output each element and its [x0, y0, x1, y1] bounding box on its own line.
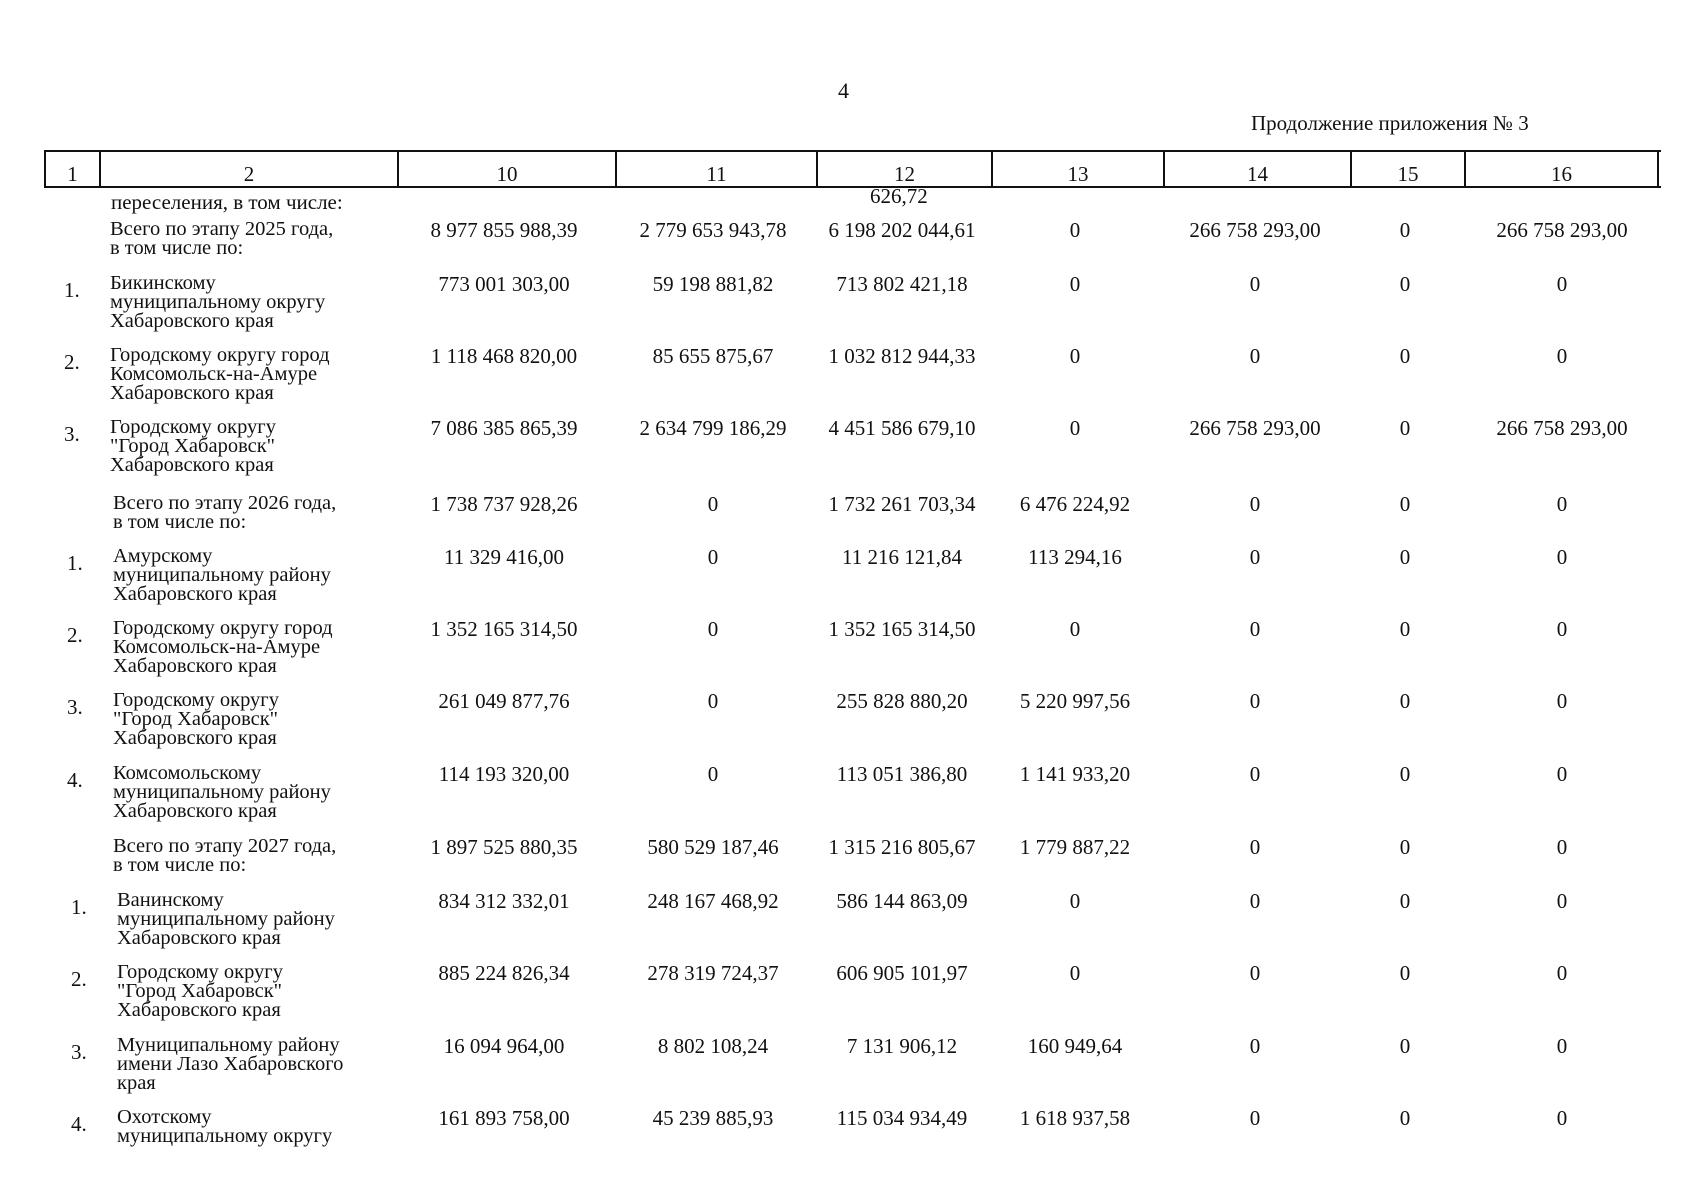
header-col-15: 15: [1352, 152, 1466, 186]
cell-col-11: 248 167 468,92: [647, 889, 779, 913]
cell-col-14: 0: [1249, 689, 1261, 713]
cell-col-15: 0: [1399, 416, 1411, 440]
table-header: [44, 150, 1661, 188]
cell-col-13: 160 949,64: [1027, 1034, 1123, 1058]
cell-col-12: 586 144 863,09: [836, 889, 968, 913]
cell-col-11: 0: [707, 617, 719, 641]
row-name: Муниципальному району имени Лазо Хабаровского края: [117, 1034, 344, 1094]
cell-col-13: 0: [1069, 617, 1081, 641]
cell-col-10: 161 893 758,00: [438, 1106, 570, 1130]
row-name: Городскому округу "Город Хабаровск" Хабаровского края: [117, 961, 283, 1021]
cell-col-11: 0: [707, 545, 719, 569]
row-index: 2.: [64, 350, 80, 374]
row-name: Городскому округу "Город Хабаровск" Хабаровского края: [110, 416, 276, 476]
cell-col-13: 1 779 887,22: [1019, 835, 1131, 859]
cell-col-16: 266 758 293,00: [1496, 416, 1628, 440]
cell-col-12: 1 732 261 703,34: [828, 492, 976, 516]
cell-col-16: 0: [1556, 835, 1568, 859]
cell-col-11: 85 655 875,67: [652, 344, 774, 368]
row-index: 1.: [71, 895, 87, 919]
cell-col-16: 0: [1556, 889, 1568, 913]
cell-col-13: 0: [1069, 344, 1081, 368]
cell-col-12: 113 051 386,80: [836, 762, 968, 786]
continuation-title: Продолжение приложения № 3: [1251, 111, 1529, 135]
row-index: 4.: [71, 1112, 87, 1136]
row-name: Амурскому муниципальному району Хабаровского края: [113, 545, 331, 605]
cell-col-10: 1 738 737 928,26: [430, 492, 578, 516]
row-name: Всего по этапу 2026 года, в том числе по:: [113, 492, 337, 533]
cell-col-12: 1 352 165 314,50: [828, 617, 976, 641]
header-col-12: 12: [818, 152, 993, 186]
header-col-2: 2: [101, 152, 399, 186]
cell-col-11: 278 319 724,37: [647, 961, 779, 985]
cell-col-16: 0: [1556, 617, 1568, 641]
row-name: Городскому округу город Комсомольск-на-Амуре Хабаровского края: [113, 617, 333, 677]
cell-col-12: 11 216 121,84: [842, 545, 962, 569]
row-index: 3.: [71, 1040, 87, 1064]
cell-col-15: 0: [1399, 1106, 1411, 1130]
cell-col-16: 0: [1556, 762, 1568, 786]
cell-col-12: 115 034 934,49: [836, 1106, 968, 1130]
row-name: Бикинскому муниципальному округу Хабаровского края: [110, 272, 326, 332]
header-col-13: 13: [993, 152, 1165, 186]
cell-col-10: 114 193 320,00: [438, 762, 570, 786]
cell-col-13: 1 618 937,58: [1019, 1106, 1131, 1130]
cell-col-10: 1 352 165 314,50: [430, 617, 578, 641]
cell-col-12: 7 131 906,12: [846, 1034, 958, 1058]
cell-col-14: 0: [1249, 835, 1261, 859]
cell-col-14: 0: [1249, 272, 1261, 296]
cell-col-10: 1 118 468 820,00: [430, 344, 578, 368]
cell-col-11: 2 779 653 943,78: [639, 218, 787, 242]
row-index: 2.: [71, 967, 87, 991]
cell-col-13: 6 476 224,92: [1019, 492, 1131, 516]
cell-col-11: 0: [707, 492, 719, 516]
cell-col-16: 0: [1556, 492, 1568, 516]
row-name: Всего по этапу 2025 года, в том числе по:: [110, 218, 334, 259]
cell-col-10: 773 001 303,00: [438, 272, 570, 296]
carryover-value: 626,72: [870, 184, 928, 208]
cell-col-10: 11 329 416,00: [444, 545, 564, 569]
cell-col-14: 0: [1249, 1106, 1261, 1130]
cell-col-11: 0: [707, 689, 719, 713]
row-index: 3.: [64, 422, 80, 446]
cell-col-11: 59 198 881,82: [652, 272, 774, 296]
row-index: 2.: [67, 623, 83, 647]
cell-col-14: 0: [1249, 1034, 1261, 1058]
cell-col-13: 0: [1069, 218, 1081, 242]
cell-col-14: 0: [1249, 762, 1261, 786]
cell-col-12: 1 315 216 805,67: [828, 835, 976, 859]
cell-col-16: 0: [1556, 545, 1568, 569]
row-index: 3.: [67, 695, 83, 719]
cell-col-16: 0: [1556, 1034, 1568, 1058]
cell-col-15: 0: [1399, 545, 1411, 569]
header-col-11: 11: [617, 152, 818, 186]
cell-col-10: 885 224 826,34: [438, 961, 570, 985]
cell-col-13: 0: [1069, 961, 1081, 985]
cell-col-14: 0: [1249, 617, 1261, 641]
cell-col-16: 0: [1556, 961, 1568, 985]
cell-col-15: 0: [1399, 689, 1411, 713]
cell-col-10: 16 094 964,00: [443, 1034, 565, 1058]
cell-col-16: 0: [1556, 689, 1568, 713]
cell-col-15: 0: [1399, 344, 1411, 368]
page-number: 4: [838, 78, 849, 103]
row-index: 1.: [64, 278, 80, 302]
row-name: Городскому округу город Комсомольск-на-Амуре Хабаровского края: [110, 344, 330, 404]
cell-col-15: 0: [1399, 218, 1411, 242]
cell-col-15: 0: [1399, 1034, 1411, 1058]
cell-col-10: 1 897 525 880,35: [430, 835, 578, 859]
header-col-14: 14: [1165, 152, 1352, 186]
cell-col-11: 0: [707, 762, 719, 786]
row-name: Комсомольскому муниципальному району Хабаровского края: [113, 762, 331, 822]
cell-col-15: 0: [1399, 272, 1411, 296]
cell-col-13: 1 141 933,20: [1019, 762, 1131, 786]
cell-col-13: 0: [1069, 272, 1081, 296]
cell-col-10: 834 312 332,01: [438, 889, 570, 913]
cell-col-15: 0: [1399, 889, 1411, 913]
cell-col-15: 0: [1399, 835, 1411, 859]
cell-col-11: 580 529 187,46: [647, 835, 779, 859]
row-name: Городскому округу "Город Хабаровск" Хабаровского края: [113, 689, 279, 749]
row-name: Ванинскому муниципальному району Хабаровского края: [117, 889, 335, 949]
row-name: Охотскому муниципальному округу: [117, 1106, 333, 1147]
cell-col-12: 713 802 421,18: [836, 272, 968, 296]
row-index: 1.: [67, 551, 83, 575]
row-name: Всего по этапу 2027 года, в том числе по:: [113, 835, 337, 876]
cell-col-16: 266 758 293,00: [1496, 218, 1628, 242]
cell-col-16: 0: [1556, 1106, 1568, 1130]
cell-col-14: 266 758 293,00: [1189, 218, 1321, 242]
cell-col-15: 0: [1399, 762, 1411, 786]
header-col-16: 16: [1466, 152, 1659, 186]
cell-col-13: 113 294,16: [1028, 545, 1122, 569]
cell-col-14: 266 758 293,00: [1189, 416, 1321, 440]
cell-col-14: 0: [1249, 344, 1261, 368]
cell-col-15: 0: [1399, 492, 1411, 516]
cell-col-12: 1 032 812 944,33: [828, 344, 976, 368]
cell-col-15: 0: [1399, 617, 1411, 641]
cell-col-12: 606 905 101,97: [836, 961, 968, 985]
cell-col-10: 8 977 855 988,39: [430, 218, 578, 242]
cell-col-13: 5 220 997,56: [1019, 689, 1131, 713]
cell-col-10: 261 049 877,76: [438, 689, 570, 713]
header-col-10: 10: [399, 152, 617, 186]
row-index: 4.: [67, 768, 83, 792]
cell-col-10: 7 086 385 865,39: [430, 416, 578, 440]
cell-col-14: 0: [1249, 545, 1261, 569]
cell-col-14: 0: [1249, 961, 1261, 985]
cell-col-14: 0: [1249, 492, 1261, 516]
cell-col-15: 0: [1399, 961, 1411, 985]
cell-col-16: 0: [1556, 272, 1568, 296]
header-col-1: 1: [46, 152, 101, 186]
cell-col-12: 6 198 202 044,61: [828, 218, 976, 242]
cell-col-12: 255 828 880,20: [836, 689, 968, 713]
cell-col-13: 0: [1069, 889, 1081, 913]
cell-col-11: 2 634 799 186,29: [639, 416, 787, 440]
cell-col-16: 0: [1556, 344, 1568, 368]
cell-col-13: 0: [1069, 416, 1081, 440]
cell-col-11: 8 802 108,24: [657, 1034, 769, 1058]
cell-col-12: 4 451 586 679,10: [828, 416, 976, 440]
cell-col-11: 45 239 885,93: [652, 1106, 774, 1130]
cell-col-14: 0: [1249, 889, 1261, 913]
carryover-text: переселения, в том числе:: [111, 190, 343, 214]
